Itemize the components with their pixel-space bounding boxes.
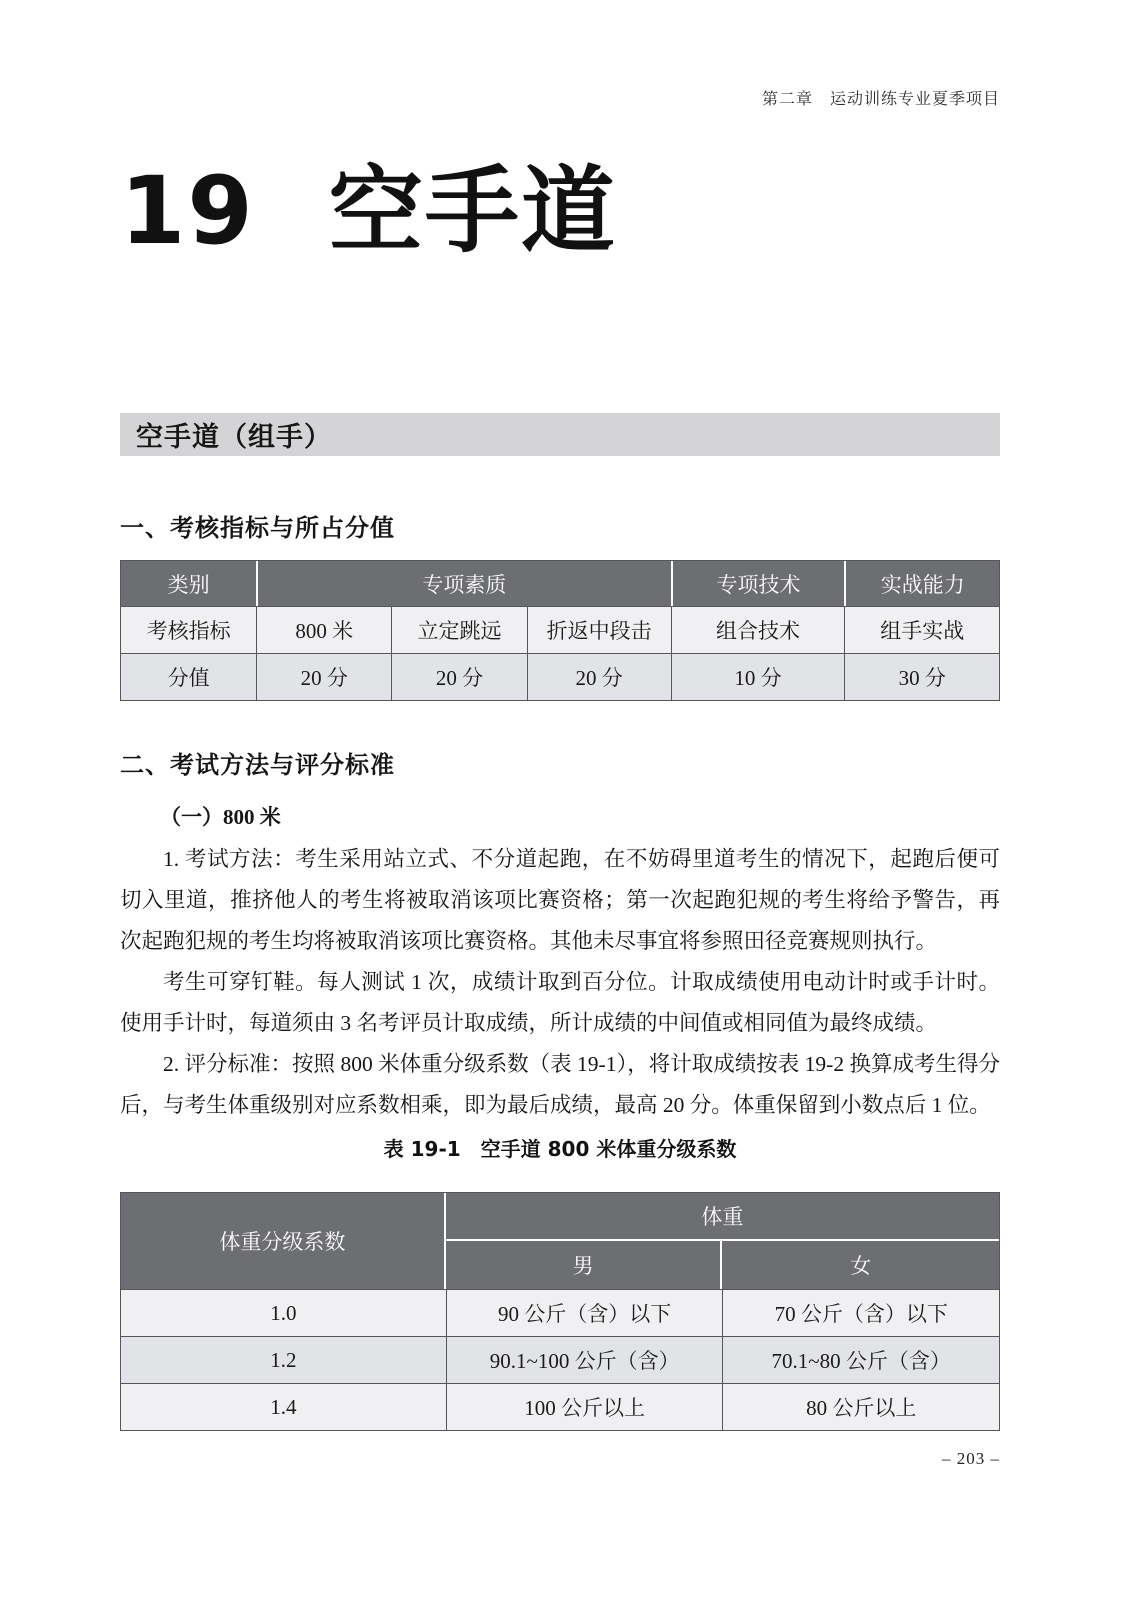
score-row-label: 分值 [121, 653, 256, 700]
table-row [121, 653, 999, 700]
weight-header-weight: 体重 [446, 1193, 999, 1241]
weight-table-header-row [121, 1193, 999, 1241]
weight-header-coefficient: 体重分级系数 [121, 1193, 446, 1289]
section-banner: 空手道（组手） [120, 413, 1000, 456]
subheading-800m: （一）800 米 [160, 805, 281, 829]
score-cell: 30 分 [844, 653, 999, 700]
weight-table [120, 1192, 1000, 1431]
heading-assessment-indicators: 一、考核指标与所占分值 [120, 516, 395, 542]
score-row-label: 考核指标 [121, 606, 256, 653]
weight-table-caption: 表 19-1 空手道 800 米体重分级系数 [383, 1137, 737, 1161]
table-row [121, 1336, 999, 1383]
score-header-category: 类别 [121, 561, 256, 606]
running-header: 第二章 运动训练专业夏季项目 [761, 91, 1000, 108]
score-cell: 20 分 [527, 653, 671, 700]
score-cell: 组手实战 [844, 606, 999, 653]
weight-male-range: 90.1~100 公斤（含） [446, 1336, 723, 1383]
heading-exam-methods: 二、考试方法与评分标准 [120, 753, 395, 779]
table-row [121, 1289, 999, 1336]
weight-coefficient: 1.2 [121, 1336, 446, 1383]
score-cell: 20 分 [391, 653, 526, 700]
weight-female-range: 70.1~80 公斤（含） [722, 1336, 999, 1383]
paragraph-exam-method: 1. 考试方法：考生采用站立式、不分道起跑，在不妨碍里道考生的情况下，起跑后便可切入里道，推挤他人的考生将被取消该项比赛资格；第一次起跑犯规的考生将给予警告，再次起跑犯规的考生均将被取消该项比赛资格。其他未尽事宜将参照田径竞赛规则执行。 [120, 847, 1000, 953]
page-number: – 203 – [942, 1449, 1000, 1468]
score-cell: 折返中段击 [527, 606, 671, 653]
weight-male-range: 90 公斤（含）以下 [446, 1289, 723, 1336]
score-header-combat: 实战能力 [844, 561, 999, 606]
score-cell: 立定跳远 [391, 606, 526, 653]
score-table [120, 560, 1000, 701]
score-cell: 10 分 [671, 653, 845, 700]
weight-male-range: 100 公斤以上 [446, 1383, 723, 1430]
table-row [121, 1383, 999, 1430]
score-cell: 组合技术 [671, 606, 845, 653]
paragraph-scoring-standard: 2. 评分标准：按照 800 米体重分级系数（表 19-1），将计取成绩按表 19-2 换算成考生得分后，与考生体重级别对应系数相乘，即为最后成绩，最高 20 分。体重保留到小数点后 1 位。 [120, 1052, 1000, 1117]
weight-female-range: 70 公斤（含）以下 [722, 1289, 999, 1336]
body-text [120, 839, 1000, 1126]
chapter-number: 19 [120, 157, 255, 266]
chapter-name: 空手道 [328, 157, 617, 266]
paragraph-timing-rules: 考生可穿钉鞋。每人测试 1 次，成绩计取到百分位。计取成绩使用电动计时或手计时。使用手计时，每道须由 3 名考评员计取成绩，所计成绩的中间值或相同值为最终成绩。 [120, 970, 1000, 1035]
weight-female-range: 80 公斤以上 [722, 1383, 999, 1430]
weight-coefficient: 1.0 [121, 1289, 446, 1336]
weight-header-female: 女 [722, 1241, 999, 1289]
score-cell: 20 分 [256, 653, 391, 700]
weight-header-male: 男 [446, 1241, 723, 1289]
weight-coefficient: 1.4 [121, 1383, 446, 1430]
score-header-technique: 专项技术 [671, 561, 845, 606]
chapter-title [120, 159, 1000, 265]
score-header-quality: 专项素质 [256, 561, 670, 606]
score-table-header-row [121, 561, 999, 606]
table-row [121, 606, 999, 653]
score-cell: 800 米 [256, 606, 391, 653]
